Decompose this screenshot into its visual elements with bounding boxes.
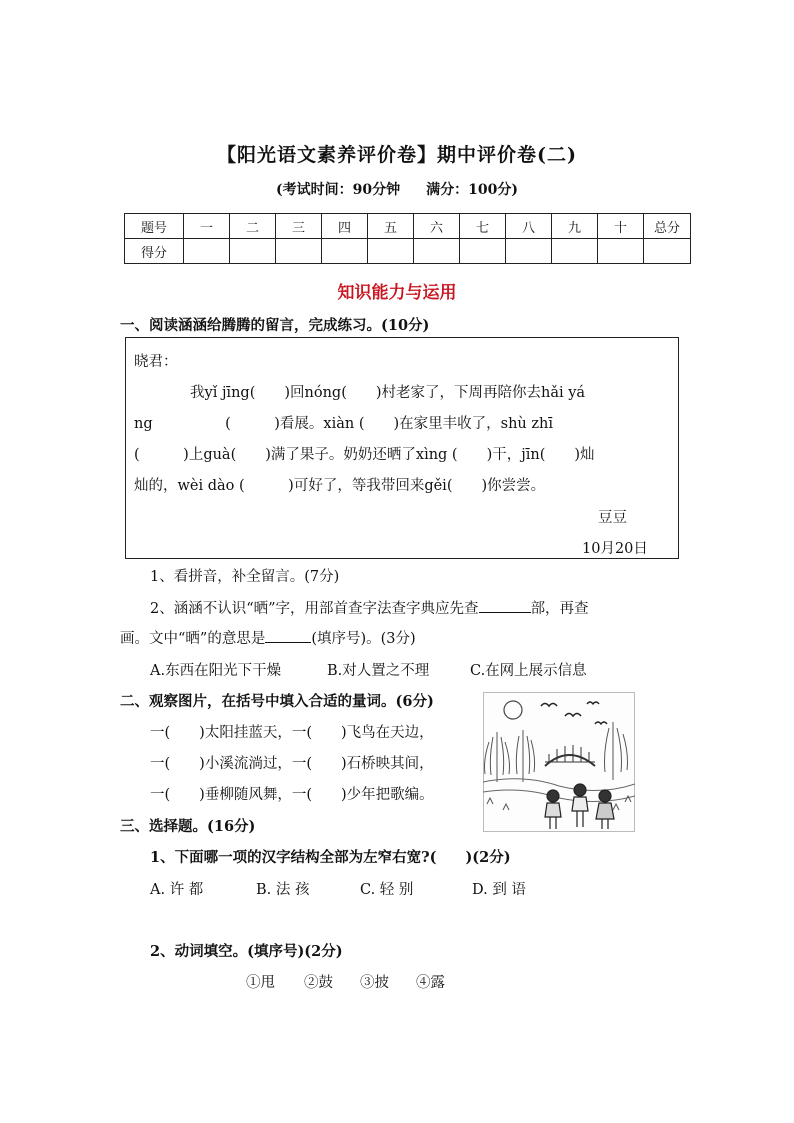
q2-heading: 二、观察图片，在括号中填入合适的量词。(6分) bbox=[120, 693, 434, 710]
note-line: 灿的，wèi dào ( )可好了，等我带回来gěi( )你尝尝。 bbox=[134, 478, 546, 494]
score-cell: 七 bbox=[460, 214, 506, 239]
score-cell: 二 bbox=[230, 214, 276, 239]
word-option: ②鼓 bbox=[304, 975, 333, 991]
note-greeting: 晓君： bbox=[134, 354, 178, 370]
q2-line: 一( )垂柳随风舞，一( )少年把歌编。 bbox=[150, 787, 434, 803]
score-cell: 五 bbox=[368, 214, 414, 239]
q1-sub2-text: 2、涵涵不认识“晒”字，用部首查字法查字典应先查 bbox=[150, 601, 479, 617]
score-input-cell[interactable] bbox=[460, 239, 506, 264]
score-table-score-row bbox=[125, 239, 691, 264]
score-input-cell[interactable] bbox=[598, 239, 644, 264]
exam-full-score: 满分：100分) bbox=[426, 182, 518, 198]
q2-line: 一( )太阳挂蓝天，一( )飞鸟在天边， bbox=[150, 725, 434, 741]
answer-blank[interactable] bbox=[265, 628, 311, 643]
q3-sub1-option: D. 到 语 bbox=[472, 882, 526, 898]
q3-sub1-option: A. 许 都 bbox=[150, 882, 204, 898]
q2-line: 一( )小溪流淌过，一( )石桥映其间， bbox=[150, 756, 434, 772]
score-cell: 十 bbox=[598, 214, 644, 239]
score-cell: 三 bbox=[276, 214, 322, 239]
page-title: 【阳光语文素养评价卷】期中评价卷(二) bbox=[217, 144, 577, 166]
q1-sub2-text: 部，再查 bbox=[530, 601, 589, 617]
q3-heading: 三、选择题。(16分) bbox=[120, 818, 256, 835]
score-input-cell[interactable] bbox=[506, 239, 552, 264]
q1-option: B.对人置之不理 bbox=[327, 663, 430, 679]
score-cell: 八 bbox=[506, 214, 552, 239]
q1-option: C.在网上展示信息 bbox=[470, 663, 587, 679]
section-heading: 知识能力与运用 bbox=[337, 283, 457, 303]
score-input-cell[interactable] bbox=[230, 239, 276, 264]
word-option: ③披 bbox=[360, 975, 389, 991]
score-cell: 四 bbox=[322, 214, 368, 239]
q3-sub2: 2、动词填空。(填序号)(2分) bbox=[150, 943, 343, 960]
score-cell: 总分 bbox=[644, 214, 691, 239]
q1-sub2 bbox=[150, 597, 589, 618]
note-line: ( )上guà( )满了果子。奶奶还晒了xìng ( )干，jīn( )灿 bbox=[134, 447, 595, 463]
score-row-label: 得分 bbox=[125, 239, 184, 264]
score-input-cell[interactable] bbox=[414, 239, 460, 264]
q1-sub1: 1、看拼音，补全留言。(7分) bbox=[150, 569, 340, 585]
score-input-cell[interactable] bbox=[276, 239, 322, 264]
word-option: ④露 bbox=[416, 975, 445, 991]
q1-sub2-cont bbox=[120, 627, 416, 648]
q1-sub2-text: 画。文中“晒”的意思是 bbox=[120, 631, 266, 647]
score-input-cell[interactable] bbox=[184, 239, 230, 264]
score-cell: 九 bbox=[552, 214, 598, 239]
note-line: 我yǐ jīng( )回nóng( )村老家了，下周再陪你去hǎi yá bbox=[190, 385, 586, 401]
note-date: 10月20日 bbox=[582, 541, 648, 557]
q1-heading: 一、阅读涵涵给腾腾的留言，完成练习。(10分) bbox=[120, 317, 430, 334]
score-cell: 六 bbox=[414, 214, 460, 239]
note-signature: 豆豆 bbox=[598, 510, 627, 526]
word-option: ①甩 bbox=[246, 975, 275, 991]
exam-time: (考试时间：90分钟 bbox=[276, 182, 401, 198]
q3-sub1-option: B. 法 孩 bbox=[256, 882, 310, 898]
q3-sub1-option: C. 轻 别 bbox=[360, 882, 414, 898]
exam-info bbox=[0, 179, 794, 199]
score-table bbox=[124, 213, 691, 264]
score-input-cell[interactable] bbox=[552, 239, 598, 264]
q1-option: A.东西在阳光下干燥 bbox=[150, 663, 282, 679]
note-line: ng ( )看展。xiàn ( )在家里丰收了，shù zhī bbox=[134, 416, 553, 432]
score-input-cell[interactable] bbox=[322, 239, 368, 264]
scene-illustration bbox=[483, 692, 635, 832]
score-input-cell[interactable] bbox=[368, 239, 414, 264]
score-cell: 题号 bbox=[125, 214, 184, 239]
score-cell: 一 bbox=[184, 214, 230, 239]
score-table-header-row bbox=[125, 214, 691, 239]
score-input-cell[interactable] bbox=[644, 239, 691, 264]
q3-sub1: 1、下面哪一项的汉字结构全部为左窄右宽?( )(2分) bbox=[150, 849, 511, 866]
q1-sub2-text: (填序号)。(3分) bbox=[311, 631, 416, 647]
answer-blank[interactable] bbox=[479, 598, 531, 613]
